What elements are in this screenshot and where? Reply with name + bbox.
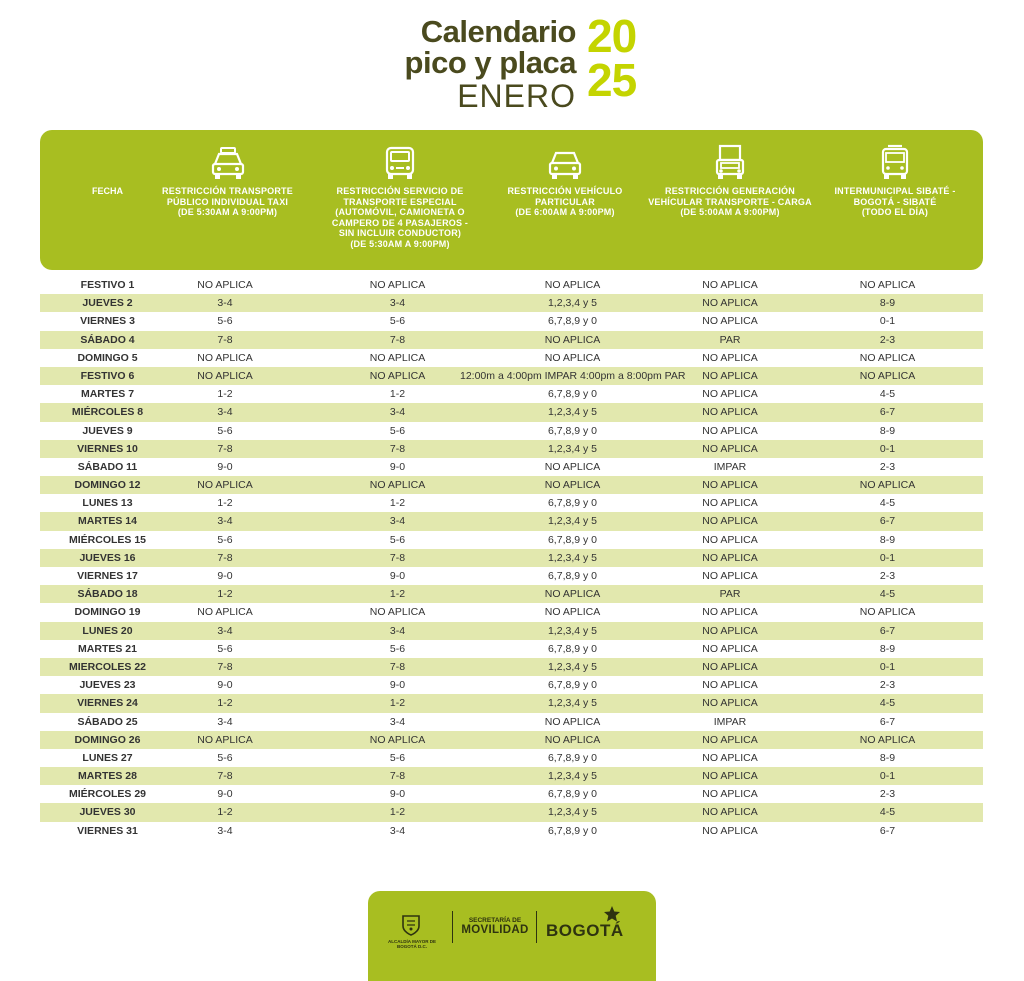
- truck-icon: [710, 142, 750, 184]
- cell-intermunicipal: 2-3: [879, 460, 896, 473]
- cell-fecha: JUEVES 23: [79, 679, 136, 692]
- cell-intermunicipal: 4-5: [879, 388, 896, 401]
- cell-taxi: 7-8: [217, 770, 233, 783]
- header-carga-text: RESTRICCIÓN GENERACIÓN VEHÍCULAR TRANSPORTE - CARGA: [648, 186, 812, 207]
- table-row: [40, 622, 983, 640]
- cell-carga: NO APLICA: [702, 660, 758, 673]
- secretaria-label: SECRETARÍA DE: [468, 917, 522, 924]
- table-row: [40, 731, 983, 749]
- cell-fecha: LUNES 13: [82, 497, 133, 510]
- cell-taxi: 7-8: [217, 660, 233, 673]
- cell-especial: 9-0: [389, 788, 406, 801]
- cell-intermunicipal: NO APLICA: [859, 279, 916, 291]
- cell-fecha: VIERNES 3: [80, 315, 135, 328]
- column-header-especial: [325, 130, 475, 270]
- cell-fecha: MARTES 7: [80, 388, 135, 401]
- table-header: [40, 130, 983, 270]
- table-row: [40, 603, 983, 621]
- cell-intermunicipal: 8-9: [879, 297, 896, 310]
- cell-taxi: 9-0: [217, 679, 233, 692]
- cell-especial: 3-4: [389, 624, 406, 637]
- calendar-table: [40, 276, 983, 840]
- header-taxi-hours: (DE 5:30AM A 9:00PM): [177, 207, 278, 217]
- table-row: [40, 640, 983, 658]
- year-label: [587, 10, 637, 106]
- cell-intermunicipal: NO APLICA: [859, 606, 916, 619]
- cell-intermunicipal: 2-3: [879, 333, 896, 346]
- cell-intermunicipal: NO APLICA: [859, 369, 916, 382]
- cell-carga: IMPAR: [713, 715, 747, 728]
- cell-intermunicipal: 4-5: [879, 497, 896, 510]
- title-line-calendario: Calendario: [420, 14, 576, 49]
- footer-logos: [368, 891, 656, 981]
- table-row: [40, 440, 983, 458]
- cell-particular: 6,7,8,9 y 0: [547, 751, 598, 764]
- cell-taxi: 1-2: [217, 588, 233, 601]
- cell-fecha: JUEVES 2: [82, 297, 133, 310]
- title-line-pico-y-placa: pico y placa: [404, 45, 576, 80]
- cell-intermunicipal: NO APLICA: [859, 733, 916, 746]
- header-intermunicipal-hours: (TODO EL DÍA): [861, 207, 929, 217]
- cell-particular: 6,7,8,9 y 0: [547, 497, 598, 510]
- cell-taxi: NO APLICA: [197, 479, 253, 492]
- table-row: [40, 822, 983, 840]
- cell-fecha: MARTES 28: [78, 770, 137, 783]
- cell-taxi: 3-4: [217, 406, 233, 419]
- table-row: [40, 803, 983, 821]
- page-header: [0, 10, 1024, 114]
- cell-carga: NO APLICA: [702, 479, 758, 492]
- cell-especial: 5-6: [389, 315, 406, 328]
- cell-particular: 1,2,3,4 y 5: [547, 406, 598, 419]
- cell-fecha: MIÉRCOLES 29: [68, 788, 147, 801]
- cell-particular: 1,2,3,4 y 5: [547, 297, 598, 310]
- cell-especial: NO APLICA: [369, 369, 426, 382]
- table-row: [40, 585, 983, 603]
- column-header-particular-label: [495, 186, 635, 218]
- table-row: [40, 422, 983, 440]
- column-header-fecha: FECHA: [92, 186, 123, 196]
- header-carga-hours: (DE 5:00AM A 9:00PM): [680, 207, 780, 217]
- table-row: [40, 458, 983, 476]
- alcaldia-label: ALCALDÍA MAYOR DE BOGOTÁ D.C.: [388, 939, 436, 949]
- cell-particular: 1,2,3,4 y 5: [547, 442, 598, 455]
- table-row: [40, 694, 983, 712]
- cell-carga: PAR: [719, 588, 741, 601]
- cell-carga: NO APLICA: [702, 279, 758, 291]
- van-icon: [380, 142, 420, 184]
- table-row: [40, 312, 983, 330]
- cell-fecha: MARTES 21: [78, 642, 137, 655]
- table-row: [40, 294, 983, 312]
- cell-especial: NO APLICA: [369, 479, 426, 492]
- cell-fecha: LUNES 27: [82, 751, 133, 764]
- cell-fecha: DOMINGO 26: [74, 733, 141, 746]
- cell-particular: 1,2,3,4 y 5: [547, 624, 598, 637]
- table-row: [40, 549, 983, 567]
- cell-carga: NO APLICA: [702, 497, 758, 510]
- cell-carga: NO APLICA: [702, 369, 758, 382]
- cell-fecha: VIERNES 24: [77, 697, 138, 710]
- cell-fecha: DOMINGO 12: [74, 479, 141, 492]
- header-intermunicipal-text: INTERMUNICIPAL SIBATÉ - BOGOTÁ - SIBATÉ: [834, 186, 956, 207]
- cell-particular: 6,7,8,9 y 0: [547, 570, 598, 582]
- cell-fecha: DOMINGO 5: [77, 351, 138, 364]
- table-row: [40, 367, 983, 385]
- cell-intermunicipal: 0-1: [879, 315, 896, 328]
- cell-particular: NO APLICA: [544, 733, 601, 746]
- cell-particular: 6,7,8,9 y 0: [547, 533, 598, 546]
- cell-taxi: 7-8: [217, 333, 233, 346]
- cell-particular: 1,2,3,4 y 5: [547, 770, 598, 783]
- cell-taxi: 3-4: [217, 624, 233, 637]
- table-row: [40, 476, 983, 494]
- cell-carga: NO APLICA: [702, 824, 758, 837]
- cell-intermunicipal: 4-5: [879, 806, 896, 819]
- cell-particular: NO APLICA: [544, 351, 601, 364]
- cell-intermunicipal: 0-1: [879, 660, 896, 673]
- title-month: ENERO: [457, 78, 576, 114]
- cell-particular: 6,7,8,9 y 0: [547, 642, 598, 655]
- cell-particular: 1,2,3,4 y 5: [547, 551, 598, 564]
- cell-fecha: SÁBADO 18: [77, 588, 138, 601]
- header-especial-text: RESTRICCIÓN SERVICIO DE TRANSPORTE ESPECIAL (AUTOMÓVIL, CAMIONETA O CAMPERO DE 4 PASAJEROS -SIN INCLUIR CONDUCTOR): [331, 186, 469, 238]
- cell-taxi: 5-6: [217, 751, 233, 764]
- table-row: [40, 785, 983, 803]
- cell-especial: 5-6: [389, 424, 406, 437]
- column-header-particular: [495, 130, 635, 270]
- column-header-intermunicipal: [825, 130, 965, 270]
- cell-especial: 1-2: [389, 497, 406, 510]
- cell-taxi: 1-2: [217, 806, 233, 819]
- star-icon: [602, 905, 622, 923]
- cell-fecha: MIÉRCOLES 8: [71, 406, 144, 419]
- cell-taxi: 7-8: [217, 442, 233, 455]
- taxi-icon: [208, 142, 248, 184]
- cell-especial: 7-8: [389, 442, 406, 455]
- cell-particular: NO APLICA: [544, 606, 601, 619]
- car-icon: [545, 142, 585, 184]
- table-row: [40, 331, 983, 349]
- cell-especial: 9-0: [389, 570, 406, 582]
- header-taxi-text: RESTRICCIÓN TRANSPORTE PÚBLICO INDIVIDUAL TAXI: [162, 186, 293, 207]
- cell-fecha: MARTES 14: [78, 515, 137, 528]
- cell-fecha: MIÉRCOLES 15: [68, 533, 147, 546]
- table-row: [40, 494, 983, 512]
- cell-taxi: 3-4: [217, 715, 233, 728]
- cell-carga: NO APLICA: [702, 624, 758, 637]
- footer-separator: [452, 911, 453, 943]
- movilidad-label: MOVILIDAD: [461, 924, 529, 936]
- cell-carga: NO APLICA: [702, 533, 758, 546]
- cell-taxi: 9-0: [217, 788, 233, 801]
- cell-taxi: 3-4: [217, 515, 233, 528]
- cell-especial: 5-6: [389, 751, 406, 764]
- table-row: [40, 512, 983, 530]
- bus-icon: [875, 142, 915, 184]
- column-header-carga-label: [645, 186, 815, 218]
- table-row: [40, 385, 983, 403]
- cell-carga: NO APLICA: [702, 315, 758, 328]
- cell-fecha: JUEVES 9: [82, 424, 133, 437]
- column-header-intermunicipal-label: [825, 186, 965, 218]
- cell-fecha: SÁBADO 11: [77, 460, 138, 473]
- table-row: [40, 658, 983, 676]
- column-header-carga: [645, 130, 815, 270]
- cell-especial: 3-4: [389, 515, 406, 528]
- cell-taxi: NO APLICA: [197, 279, 253, 291]
- cell-taxi: 5-6: [217, 424, 233, 437]
- cell-fecha: VIERNES 17: [77, 570, 138, 582]
- cell-taxi: NO APLICA: [197, 606, 253, 619]
- cell-intermunicipal: 4-5: [879, 697, 896, 710]
- cell-especial: 3-4: [389, 297, 406, 310]
- cell-especial: 1-2: [389, 806, 406, 819]
- cell-especial: 1-2: [389, 588, 406, 601]
- cell-intermunicipal: 0-1: [879, 770, 896, 783]
- cell-intermunicipal: 0-1: [879, 442, 896, 455]
- cell-fecha: LUNES 20: [82, 624, 133, 637]
- cell-fecha: JUEVES 16: [79, 551, 136, 564]
- bogota-logo-text: BOGOTÁ: [546, 921, 624, 940]
- column-header-especial-label: [325, 186, 475, 249]
- cell-taxi: 5-6: [217, 315, 233, 328]
- cell-carga: NO APLICA: [702, 515, 758, 528]
- cell-carga: NO APLICA: [702, 697, 758, 710]
- table-row: [40, 567, 983, 585]
- cell-carga: NO APLICA: [702, 788, 758, 801]
- coat-of-arms-icon: [400, 913, 422, 937]
- cell-fecha: SÁBADO 25: [77, 715, 138, 728]
- cell-intermunicipal: 8-9: [879, 751, 896, 764]
- cell-especial: NO APLICA: [369, 606, 426, 619]
- cell-particular: NO APLICA: [544, 460, 601, 473]
- cell-carga: NO APLICA: [702, 551, 758, 564]
- cell-taxi: 1-2: [217, 388, 233, 401]
- cell-carga: NO APLICA: [702, 570, 758, 582]
- cell-especial: 3-4: [389, 715, 406, 728]
- cell-particular: 6,7,8,9 y 0: [547, 679, 598, 692]
- table-row: [40, 349, 983, 367]
- cell-particular: 6,7,8,9 y 0: [547, 824, 598, 837]
- cell-intermunicipal: 2-3: [879, 788, 896, 801]
- cell-especial: 1-2: [389, 697, 406, 710]
- cell-especial: NO APLICA: [369, 279, 426, 291]
- cell-carga: PAR: [719, 333, 741, 346]
- cell-especial: 3-4: [389, 406, 406, 419]
- cell-fecha: VIERNES 10: [77, 442, 138, 455]
- cell-taxi: 7-8: [217, 551, 233, 564]
- cell-intermunicipal: 6-7: [879, 624, 896, 637]
- cell-fecha: FESTIVO 1: [80, 279, 135, 291]
- cell-carga: NO APLICA: [702, 424, 758, 437]
- cell-intermunicipal: 2-3: [879, 570, 896, 582]
- column-header-taxi-label: [155, 186, 300, 218]
- cell-especial: 9-0: [389, 460, 406, 473]
- cell-taxi: 3-4: [217, 824, 233, 837]
- table-row: [40, 276, 983, 294]
- cell-intermunicipal: 6-7: [879, 515, 896, 528]
- cell-especial: NO APLICA: [369, 733, 426, 746]
- cell-particular: 1,2,3,4 y 5: [547, 515, 598, 528]
- cell-carga: NO APLICA: [702, 606, 758, 619]
- cell-especial: 1-2: [389, 388, 406, 401]
- cell-particular: 6,7,8,9 y 0: [547, 315, 598, 328]
- table-row: [40, 749, 983, 767]
- cell-intermunicipal: 4-5: [879, 588, 896, 601]
- cell-intermunicipal: 8-9: [879, 533, 896, 546]
- cell-taxi: NO APLICA: [197, 733, 253, 746]
- cell-carga: IMPAR: [713, 460, 747, 473]
- cell-intermunicipal: 8-9: [879, 642, 896, 655]
- cell-fecha: MIERCOLES 22: [68, 660, 147, 673]
- cell-taxi: 9-0: [217, 460, 233, 473]
- table-row: [40, 531, 983, 549]
- year-top: 20: [587, 10, 637, 62]
- cell-carga: NO APLICA: [702, 442, 758, 455]
- cell-fecha: SÁBADO 4: [80, 333, 135, 346]
- cell-carga: NO APLICA: [702, 770, 758, 783]
- cell-carga: NO APLICA: [702, 679, 758, 692]
- table-row: [40, 713, 983, 731]
- cell-carga: NO APLICA: [702, 388, 758, 401]
- cell-especial: 3-4: [389, 824, 406, 837]
- cell-intermunicipal: 6-7: [879, 406, 896, 419]
- cell-taxi: NO APLICA: [197, 369, 253, 382]
- column-header-taxi: [155, 130, 300, 270]
- cell-carga: NO APLICA: [702, 733, 758, 746]
- cell-particular: NO APLICA: [544, 479, 601, 492]
- cell-especial: 7-8: [389, 333, 406, 346]
- cell-especial: 7-8: [389, 551, 406, 564]
- footer-separator: [536, 911, 537, 943]
- cell-intermunicipal: 6-7: [879, 715, 896, 728]
- cell-particular: NO APLICA: [544, 588, 601, 601]
- cell-intermunicipal: 8-9: [879, 424, 896, 437]
- cell-intermunicipal: 2-3: [879, 679, 896, 692]
- cell-intermunicipal: 6-7: [879, 824, 896, 837]
- header-particular-text: RESTRICCIÓN VEHÍCULO PARTICULAR: [507, 186, 623, 207]
- cell-fecha: DOMINGO 19: [74, 606, 141, 619]
- page-title: [405, 16, 576, 114]
- cell-particular: 12:00m a 4:00pm IMPAR 4:00pm a 8:00pm PAR: [460, 369, 686, 382]
- cell-intermunicipal: NO APLICA: [859, 479, 916, 492]
- cell-particular: 6,7,8,9 y 0: [547, 388, 598, 401]
- cell-particular: NO APLICA: [544, 333, 601, 346]
- cell-particular: 1,2,3,4 y 5: [547, 806, 598, 819]
- cell-particular: NO APLICA: [544, 279, 601, 291]
- cell-fecha: VIERNES 31: [77, 824, 138, 837]
- cell-particular: 6,7,8,9 y 0: [547, 424, 598, 437]
- cell-fecha: FESTIVO 6: [80, 369, 135, 382]
- cell-carga: NO APLICA: [702, 297, 758, 310]
- cell-especial: NO APLICA: [369, 351, 426, 364]
- table-row: [40, 403, 983, 421]
- cell-carga: NO APLICA: [702, 751, 758, 764]
- cell-taxi: 5-6: [217, 533, 233, 546]
- cell-particular: NO APLICA: [544, 715, 601, 728]
- secretaria-logo: [460, 917, 530, 936]
- cell-taxi: NO APLICA: [197, 351, 253, 364]
- cell-fecha: JUEVES 30: [79, 806, 136, 819]
- cell-especial: 7-8: [389, 770, 406, 783]
- header-particular-hours: (DE 6:00AM A 9:00PM): [515, 207, 615, 217]
- cell-intermunicipal: NO APLICA: [859, 351, 916, 364]
- cell-particular: 1,2,3,4 y 5: [547, 697, 598, 710]
- cell-taxi: 3-4: [217, 297, 233, 310]
- cell-especial: 5-6: [389, 642, 406, 655]
- cell-intermunicipal: 0-1: [879, 551, 896, 564]
- cell-particular: 1,2,3,4 y 5: [547, 660, 598, 673]
- cell-especial: 5-6: [389, 533, 406, 546]
- cell-taxi: 5-6: [217, 642, 233, 655]
- cell-taxi: 1-2: [217, 497, 233, 510]
- cell-especial: 7-8: [389, 660, 406, 673]
- cell-carga: NO APLICA: [702, 806, 758, 819]
- cell-carga: NO APLICA: [702, 351, 758, 364]
- cell-carga: NO APLICA: [702, 406, 758, 419]
- cell-taxi: 1-2: [217, 697, 233, 710]
- cell-taxi: 9-0: [217, 570, 233, 582]
- year-bottom: 25: [587, 54, 637, 106]
- header-especial-hours: (DE 5:30AM A 9:00PM): [350, 238, 450, 249]
- table-row: [40, 676, 983, 694]
- table-row: [40, 767, 983, 785]
- cell-carga: NO APLICA: [702, 642, 758, 655]
- cell-particular: 6,7,8,9 y 0: [547, 788, 598, 801]
- cell-especial: 9-0: [389, 679, 406, 692]
